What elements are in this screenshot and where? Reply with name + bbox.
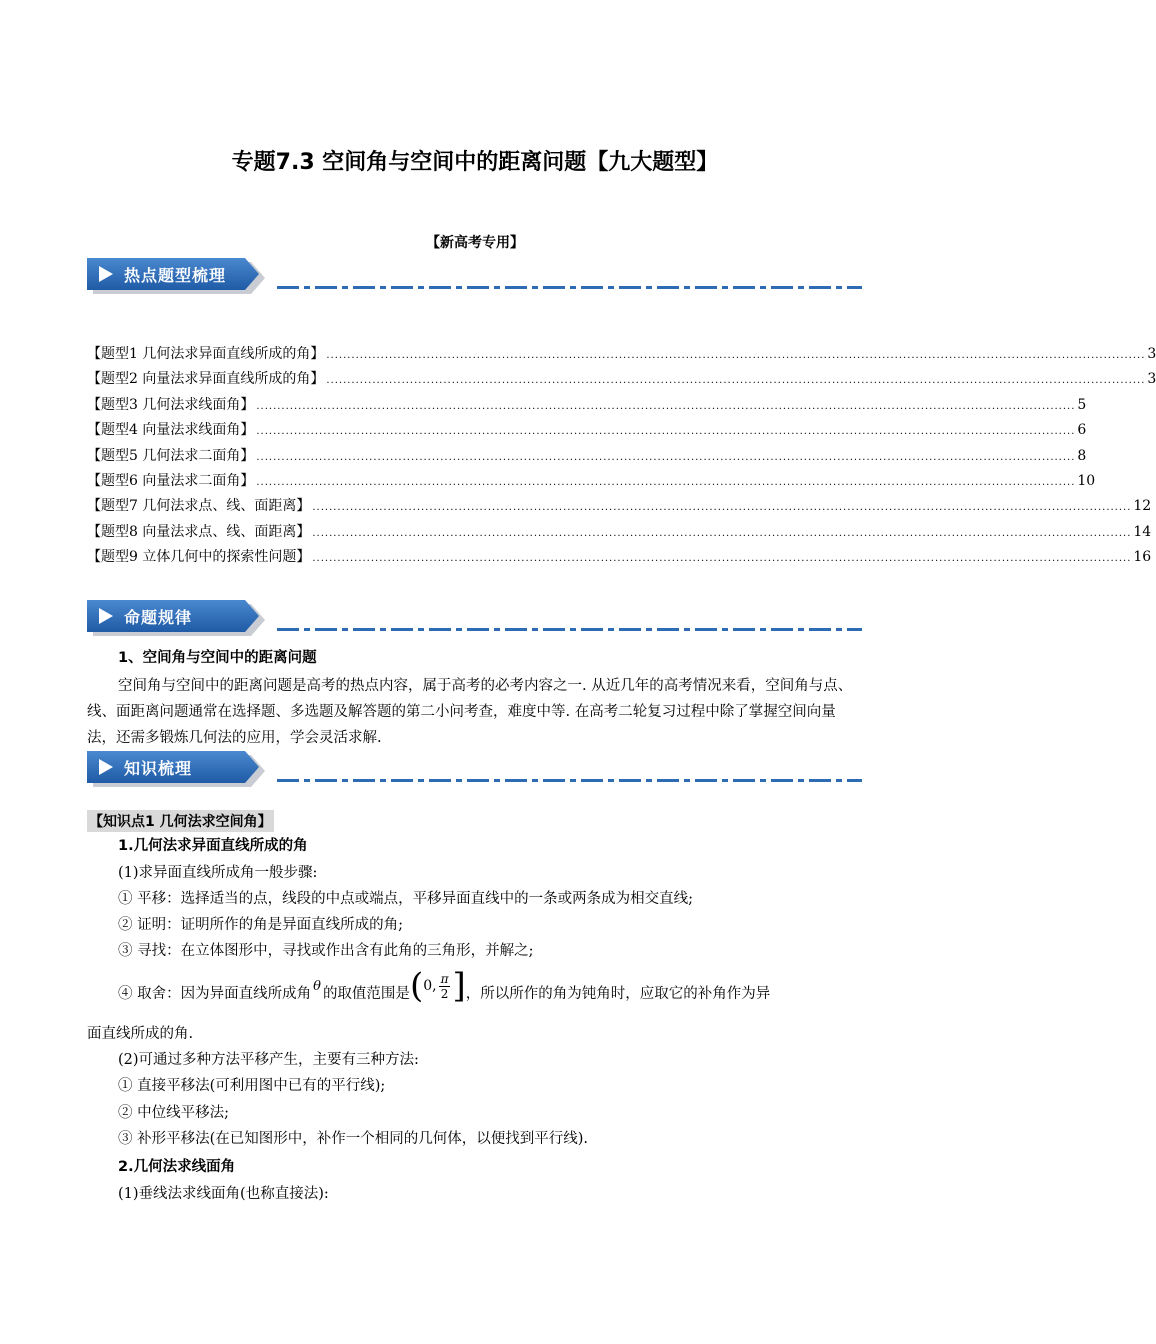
- interval-bracket: ]: [452, 966, 466, 1006]
- theta-symbol: θ: [313, 978, 321, 994]
- toc-page-number: 10: [1077, 472, 1096, 489]
- toc-item[interactable]: [87, 419, 1087, 444]
- toc-leader: ....................................................................................................................................................................................................: [256, 426, 1076, 438]
- fraction-denominator: 2: [440, 986, 449, 1001]
- page-title: 专题7.3 空间角与空间中的距离问题【九大题型】: [231, 150, 719, 175]
- toc-leader: ....................................................................................................................................................................................................: [256, 451, 1076, 463]
- knowledge-line: ③ 补形平移法(在已知图形中，补作一个相同的几何体，以便找到平行线).: [118, 1131, 589, 1147]
- toc-item[interactable]: [87, 546, 1152, 571]
- interval-paren: (: [409, 966, 424, 1006]
- knowledge-heading-2: 2.几何法求线面角: [118, 1159, 236, 1175]
- knowledge-line: ① 平移：选择适当的点，线段的中点或端点，平移异面直线中的一条或两条成为相交直线;: [118, 891, 693, 907]
- toc-page-number: 6: [1077, 422, 1087, 439]
- banner-label: 热点题型梳理: [124, 266, 227, 285]
- page-subtitle: 【新高考专用】: [426, 235, 524, 251]
- knowledge-line: ③ 寻找：在立体图形中，寻找或作出含有此角的三角形，并解之;: [118, 943, 534, 959]
- dashed-divider: [277, 628, 862, 631]
- fraction-numerator: π: [440, 971, 449, 986]
- knowledge-line: 面直线所成的角.: [87, 1026, 194, 1042]
- knowledge-line: ② 中位线平移法;: [118, 1105, 229, 1121]
- toc-item[interactable]: [87, 521, 1152, 546]
- section-banner-rule: [87, 600, 867, 640]
- toc-item[interactable]: [87, 470, 1096, 495]
- toc-leader: ....................................................................................................................................................................................................: [312, 527, 1132, 539]
- toc-leader: ....................................................................................................................................................................................................: [256, 476, 1076, 488]
- toc-page-number: 3: [1147, 371, 1156, 388]
- toc-item[interactable]: [87, 368, 1156, 393]
- dashed-divider: [277, 779, 862, 782]
- knowledge-heading-1: 1.几何法求异面直线所成的角: [118, 838, 308, 854]
- knowledge-point-title: 【知识点1 几何法求空间角】: [87, 810, 274, 832]
- knowledge-text: ，所以所作的角为钝角时，应取它的补角作为异: [465, 985, 771, 1002]
- toc-page-number: 14: [1133, 523, 1152, 540]
- toc-item-text: 【题型9 立体几何中的探索性问题】: [87, 549, 311, 566]
- toc-page-number: 16: [1133, 549, 1152, 566]
- toc-leader: ....................................................................................................................................................................................................: [256, 400, 1076, 412]
- rule-paragraph: 空间角与空间中的距离问题是高考的热点内容，属于高考的必考内容之一. 从近几年的高考情况来看，空间角与点、线、面距离问题通常在选择题、多选题及解答题的第二小问考查，难度中等. 在高考二轮复习过程中除了掌握空间向量法，还需多锻炼几何法的应用，学会灵活求解.: [87, 678, 853, 746]
- play-arrow-icon: [99, 608, 113, 624]
- banner-label: 命题规律: [124, 608, 193, 627]
- toc-item-text: 【题型3 几何法求线面角】: [87, 396, 255, 413]
- interval-left: 0,: [423, 978, 437, 994]
- toc-item[interactable]: [87, 343, 1156, 368]
- toc-item-text: 【题型1 几何法求异面直线所成的角】: [87, 346, 325, 362]
- toc-item[interactable]: [87, 445, 1087, 470]
- toc-item[interactable]: [87, 495, 1152, 520]
- fraction: [439, 972, 451, 1001]
- toc-leader: ....................................................................................................................................................................................................: [312, 502, 1132, 514]
- play-arrow-icon: [99, 266, 113, 282]
- toc-leader: ....................................................................................................................................................................................................: [326, 350, 1146, 361]
- rule-heading: 1、空间角与空间中的距离问题: [118, 650, 317, 666]
- toc-item-text: 【题型4 向量法求线面角】: [87, 422, 255, 439]
- knowledge-text: ④ 取舍：因为异面直线所成角: [118, 985, 312, 1002]
- section-banner-hot: [87, 258, 867, 298]
- knowledge-text: 的取值范围是: [322, 985, 410, 1002]
- knowledge-line: ② 证明：证明所作的角是异面直线所成的角;: [118, 917, 403, 933]
- toc-item[interactable]: [87, 394, 1087, 419]
- toc-item-text: 【题型7 几何法求点、线、面距离】: [87, 498, 311, 515]
- toc-page-number: 8: [1077, 447, 1087, 464]
- play-arrow-icon: [99, 759, 113, 775]
- section-banner-knowledge: [87, 751, 867, 791]
- table-of-contents: [87, 343, 1156, 572]
- knowledge-line: (2)可通过多种方法平移产生，主要有三种方法:: [118, 1052, 419, 1068]
- toc-item-text: 【题型5 几何法求二面角】: [87, 447, 255, 464]
- toc-page-number: 5: [1077, 396, 1087, 413]
- toc-item-text: 【题型2 向量法求异面直线所成的角】: [87, 371, 325, 388]
- knowledge-line-range: [118, 966, 771, 1009]
- toc-item-text: 【题型6 向量法求二面角】: [87, 472, 255, 489]
- toc-page-number: 3: [1147, 346, 1156, 362]
- knowledge-line: (1)垂线法求线面角(也称直接法):: [118, 1186, 329, 1202]
- toc-leader: ....................................................................................................................................................................................................: [312, 553, 1132, 565]
- toc-item-text: 【题型8 向量法求点、线、面距离】: [87, 523, 311, 540]
- interval-expression: [409, 966, 466, 1006]
- knowledge-line: ① 直接平移法(可利用图中已有的平行线);: [118, 1078, 386, 1094]
- dashed-divider: [277, 286, 862, 289]
- knowledge-line: (1)求异面直线所成角一般步骤:: [118, 865, 318, 881]
- banner-label: 知识梳理: [124, 759, 193, 778]
- toc-page-number: 12: [1133, 498, 1152, 515]
- toc-leader: ....................................................................................................................................................................................................: [326, 375, 1146, 387]
